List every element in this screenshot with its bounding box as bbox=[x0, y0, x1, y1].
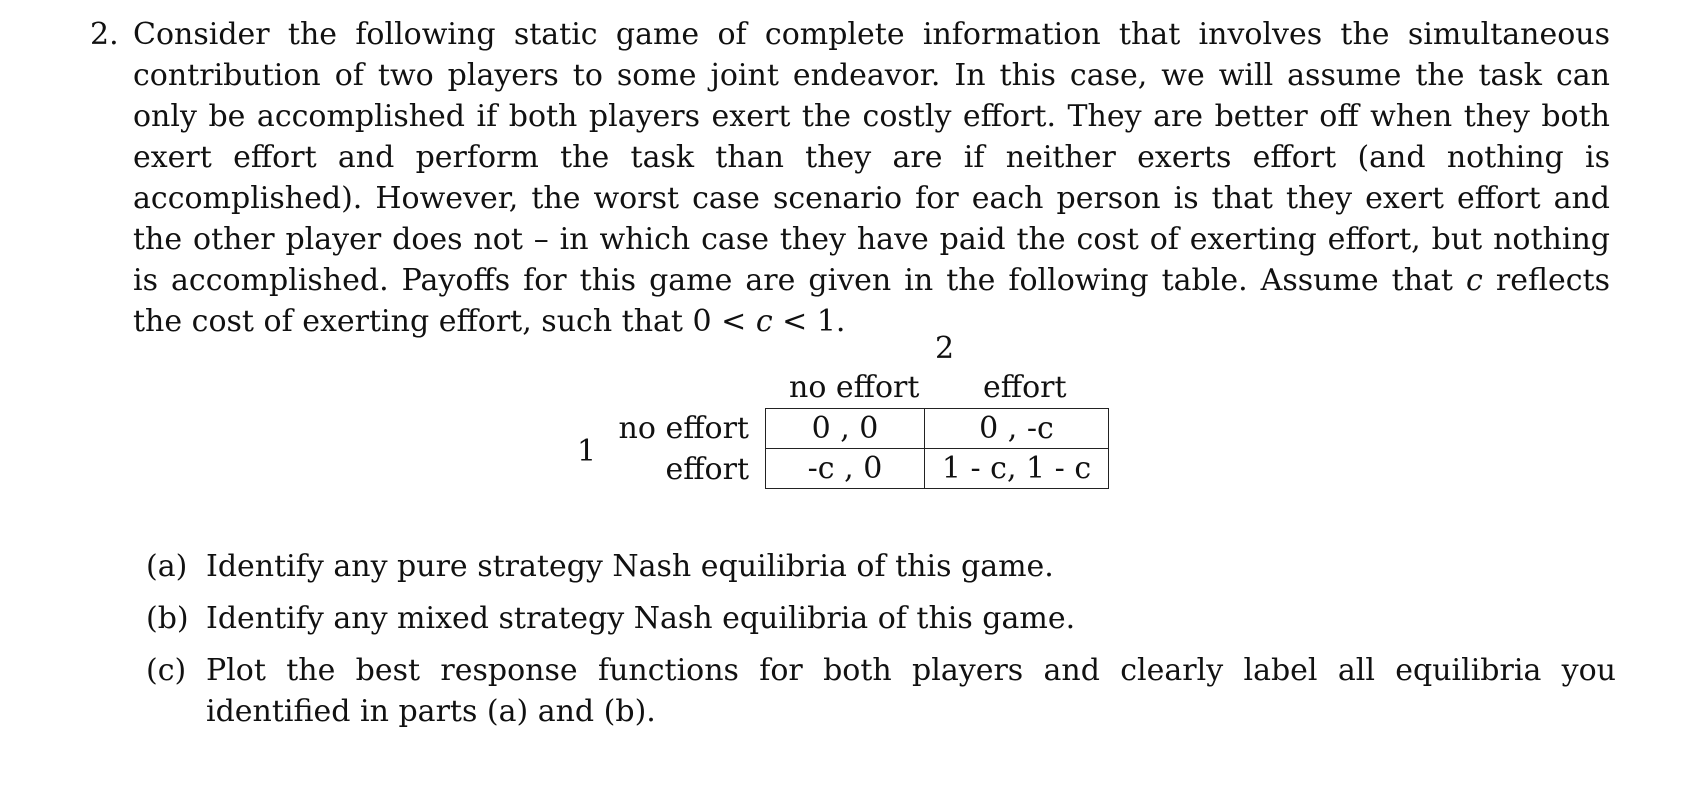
table-row bbox=[766, 409, 1109, 449]
problem-text-end: < 1. bbox=[772, 304, 846, 339]
problem-text-mid: reflects the cost of exerting effort, such that 0 < bbox=[133, 263, 1610, 339]
table-row bbox=[766, 449, 1109, 489]
problem-text-main: Consider the following static game of complete information that involves the simultaneous contribution of two players to some joint endeavor. In this case, we will assume the task can only be accomplished if both players exert the costly effort. They are better off when they both exert effort and perform the task than they are if neither exerts effort (and nothing is accomplished). However, the worst case scenario for each person is that they exert effort and the other player does not – in which case they have paid the cost of exerting effort, but nothing is accomplished. Payoffs for this game are given in the following table. Assume that bbox=[133, 17, 1610, 298]
row-header-no-effort: no effort bbox=[618, 411, 749, 446]
question-part-b bbox=[146, 598, 1616, 639]
part-label: (c) bbox=[146, 653, 187, 688]
payoff-table bbox=[765, 408, 1109, 489]
part-label: (a) bbox=[146, 549, 188, 584]
payoff-cell: 0 , 0 bbox=[766, 409, 925, 449]
problem-number: 2. bbox=[90, 17, 119, 52]
part-text: Identify any pure strategy Nash equilibria of this game. bbox=[206, 549, 1054, 584]
question-part-c bbox=[146, 650, 1616, 732]
cost-variable: c bbox=[1466, 263, 1483, 298]
cost-variable-2: c bbox=[755, 304, 773, 339]
payoff-cell: 1 - c, 1 - c bbox=[925, 449, 1109, 489]
question-parts bbox=[146, 546, 1616, 743]
col-header-no-effort: no effort bbox=[789, 370, 920, 405]
player-2-label: 2 bbox=[935, 331, 955, 366]
payoff-cell: 0 , -c bbox=[925, 409, 1109, 449]
payoff-cell: -c , 0 bbox=[766, 449, 925, 489]
question-part-a bbox=[146, 546, 1616, 587]
player-1-label: 1 bbox=[577, 434, 597, 469]
part-text: Identify any mixed strategy Nash equilibria of this game. bbox=[206, 601, 1076, 636]
col-header-effort: effort bbox=[983, 370, 1067, 405]
part-text: Plot the best response functions for both players and clearly label all equilibria you identified in parts (a) and (b). bbox=[206, 653, 1616, 729]
row-header-effort: effort bbox=[665, 452, 749, 487]
part-label: (b) bbox=[146, 601, 189, 636]
